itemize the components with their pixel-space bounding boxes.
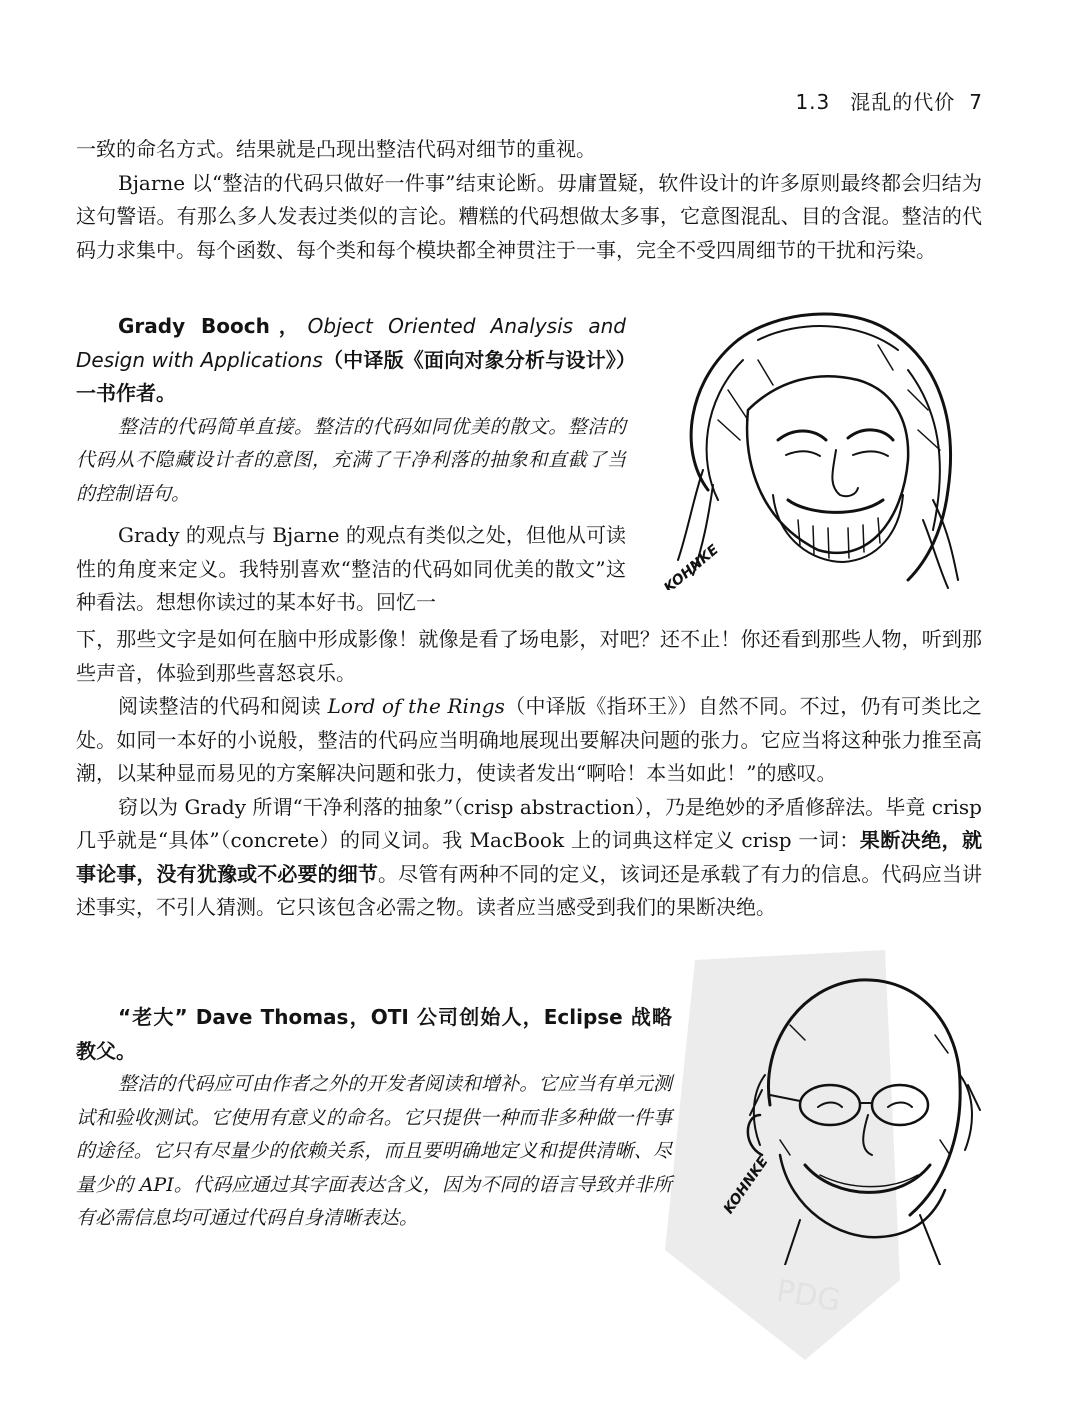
- watermark-text: PDG: [773, 1273, 844, 1320]
- thomas-quote: 整洁的代码应可由作者之外的开发者阅读和增补。它应当有单元测试和验收测试。它使用有意义的命名。它只提供一种而非多种做一件事的途径。它只有尽量少的依赖关系，而且要明确地定义和提供清晰、尽量少的 API。代码应通过其字面表达含义，因为不同的语言导致并非所有必需信息均可通过代码自身清晰表达。: [76, 1073, 672, 1229]
- booch-quote: 整洁的代码简单直接。整洁的代码如同优美的散文。整洁的代码从不隐藏设计者的意图，充满了干净利落的抽象和直截了当的控制语句。: [76, 415, 626, 505]
- page-number: 7: [969, 90, 983, 114]
- booch-discussion: [76, 623, 982, 925]
- booch-book-title: Object Oriented Analysis and Design with Applications: [76, 314, 626, 372]
- lotr-title: Lord of the Rings: [327, 694, 505, 718]
- lotr-text-b: （中译版《指环王》）自然不同。不过，仍有可类比之处。如同一本好的小说般，整洁的代码应当明确地展现出要解决问题的张力。它应当将这种张力推至高潮，以某种显而易见的方案解决问题和张力，使读者发出“啊哈！本当如此！”的感叹。: [76, 694, 982, 785]
- grady-booch-portrait: [648, 300, 973, 590]
- lotr-paragraph: [76, 690, 982, 791]
- crisp-paragraph: [76, 791, 982, 925]
- thomas-column: [76, 1001, 672, 1236]
- section-title: 混乱的代价: [850, 90, 956, 114]
- thomas-signature: KOHNKE: [720, 1153, 772, 1217]
- section-number: 1.3: [795, 90, 831, 114]
- crisp-text-b: 。尽管有两种不同的定义，该词还是承载了有力的信息。代码应当讲述事实，不引人猜测。它只该包含必需之物。读者应当感受到我们的果断决绝。: [76, 861, 983, 919]
- crisp-definition: 果断决绝，就事论事，没有犹豫或不必要的细节: [76, 828, 983, 886]
- thomas-attribution: “老大” Dave Thomas，OTI 公司创始人，Eclipse 战略教父。: [76, 1005, 672, 1063]
- running-header: [795, 86, 983, 115]
- booch-comment-wrapped: Grady 的观点与 Bjarne 的观点有类似之处，但他从可读性的角度来定义。我特别喜欢“整洁的代码如同优美的散文”这种看法。想想你读过的某本好书。回忆一: [76, 523, 626, 614]
- booch-comment-full: 下，那些文字是如何在脑中形成影像！就像是看了场电影，对吧？还不止！你还看到那些人物，听到那些声音，体验到那些喜怒哀乐。: [76, 627, 982, 685]
- paragraph-1: 一致的命名方式。结果就是凸现出整洁代码对细节的重视。: [76, 137, 596, 161]
- booch-name: Grady Booch，: [118, 314, 308, 338]
- booch-column: [76, 310, 626, 620]
- dave-thomas-portrait: [690, 965, 1000, 1265]
- booch-signature: KOHNKE: [661, 541, 722, 590]
- booch-attribution-rest: （中译版《面向对象分析与设计》）一书作者。: [76, 347, 627, 405]
- crisp-text-a: 窃以为 Grady 所谓“干净利落的抽象”（crisp abstraction），乃是绝妙的矛盾修辞法。毕竟 crisp 几乎就是“具体”（concrete）的同义词。我 MacBook 上的词典这样定义 crisp 一词：: [76, 794, 982, 852]
- thomas-sketch: [690, 965, 1000, 1265]
- paragraph-2: Bjarne 以“整洁的代码只做好一件事”结束论断。毋庸置疑，软件设计的许多原则最终都会归结为这句警语。有那么多人发表过类似的言论。糟糕的代码想做太多事，它意图混乱、目的含混。整洁的代码力求集中。每个函数、每个类和每个模块都全神贯注于一事，完全不受四周细节的干扰和污染。: [76, 170, 982, 262]
- booch-sketch: [648, 300, 973, 590]
- lotr-text-a: 阅读整洁的代码和阅读: [118, 694, 328, 718]
- intro-text: [76, 133, 982, 267]
- booch-attribution: [76, 310, 626, 411]
